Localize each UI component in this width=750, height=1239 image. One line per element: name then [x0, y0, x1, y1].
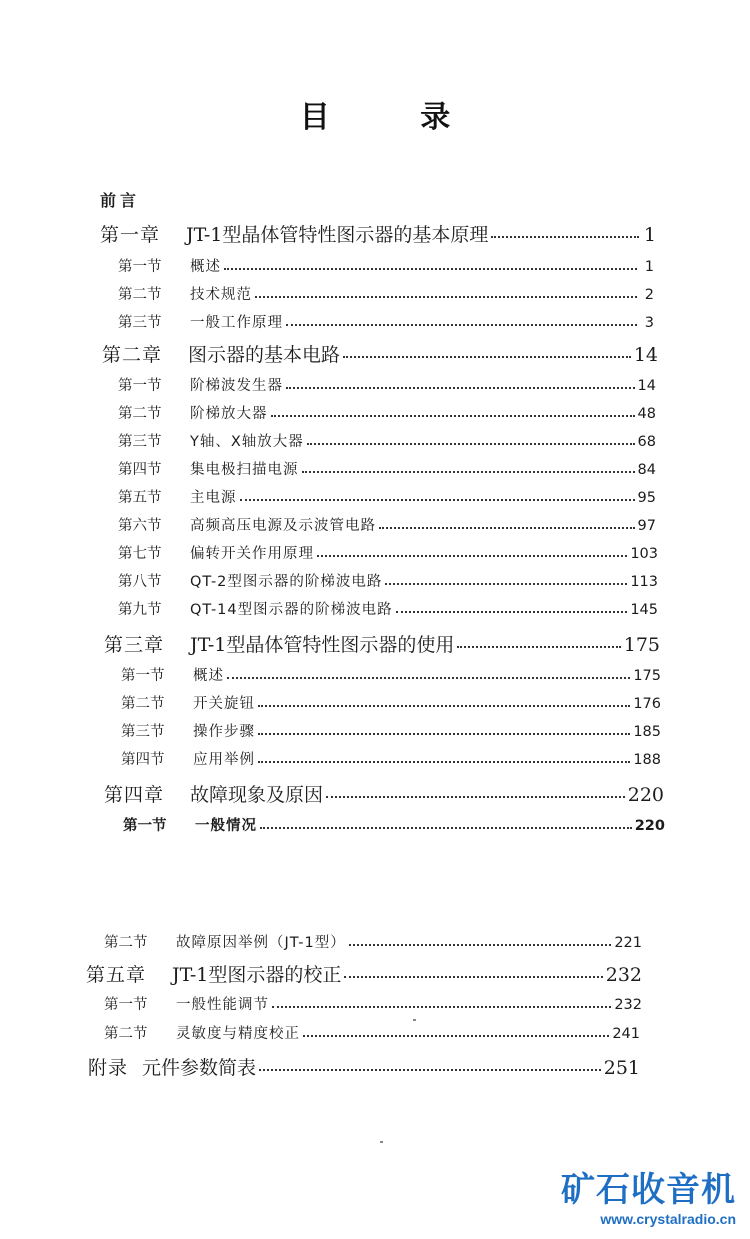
toc-label: 第四节: [118, 462, 162, 478]
leader-dots: [317, 555, 627, 557]
toc-chapter-row: [104, 780, 664, 807]
toc-title: JT-1型晶体管特性图示器的基本原理: [186, 224, 489, 246]
toc-title: 操作步骤: [193, 724, 255, 740]
toc-page: 14: [633, 344, 658, 366]
toc-title: QT-2型图示器的阶梯波电路: [190, 574, 383, 590]
toc-title: 图示器的基本电路: [188, 344, 341, 366]
toc-section-row: [118, 570, 658, 591]
toc-section-row: [118, 255, 654, 276]
toc-label: 第五节: [118, 490, 162, 506]
toc-title: 主电源: [190, 490, 237, 506]
toc-label: 第二章: [102, 344, 163, 366]
watermark-url: www.crystalradio.cn: [600, 1211, 736, 1227]
leader-dots: [303, 1035, 609, 1037]
toc-label: 第三节: [118, 315, 162, 331]
toc-page: 14: [637, 378, 656, 394]
toc-title: 偏转开关作用原理: [190, 546, 314, 562]
leader-dots: [260, 827, 632, 829]
toc-title: 技术规范: [190, 287, 252, 303]
toc-page: 1: [643, 224, 656, 246]
leader-dots: [258, 705, 630, 707]
toc-page: 220: [627, 784, 664, 806]
toc-title: 应用举例: [193, 752, 255, 768]
toc-title: 阶梯放大器: [190, 406, 268, 422]
toc-section-row: [121, 692, 661, 713]
toc-page: 241: [612, 1026, 640, 1042]
watermark: [561, 1170, 736, 1227]
toc-section-row: [118, 430, 656, 451]
toc-label: 第二节: [118, 406, 162, 422]
toc-section-row: [104, 1022, 640, 1043]
toc-page: 175: [633, 668, 661, 684]
toc-label: 第九节: [118, 602, 162, 618]
toc-page: 84: [637, 462, 656, 478]
toc-section-row: [118, 402, 656, 423]
leader-dots: [259, 1069, 601, 1071]
leader-dots: [258, 733, 630, 735]
toc-label: 第一节: [118, 378, 162, 394]
toc-section-row: [118, 458, 656, 479]
leader-dots: [457, 646, 620, 648]
leader-dots: [255, 296, 637, 298]
toc-title: 阶梯波发生器: [190, 378, 283, 394]
toc-page: 68: [637, 434, 656, 450]
toc-label: 第八节: [118, 574, 162, 590]
toc-page: 103: [630, 546, 658, 562]
toc-label: 第七节: [118, 546, 162, 562]
leader-dots: [271, 415, 635, 417]
toc-section-row: [118, 486, 656, 507]
toc-section-row: [104, 931, 642, 952]
toc-section-row: [121, 748, 661, 769]
toc-page: 175: [623, 634, 660, 656]
toc-label: 第二节: [118, 287, 162, 303]
toc-page: 185: [633, 724, 661, 740]
toc-label: 第二节: [121, 696, 165, 712]
toc-title: Y轴、X轴放大器: [190, 434, 304, 450]
toc-label: 第二节: [104, 1026, 148, 1042]
toc-chapter-row: [100, 220, 656, 247]
leader-dots: [326, 796, 625, 798]
toc-section-row: [118, 598, 658, 619]
leader-dots: [286, 387, 635, 389]
toc-title: 元件参数简表: [142, 1057, 257, 1079]
leader-dots: [302, 471, 635, 473]
toc-label: 第五章: [86, 964, 147, 986]
leader-dots: [396, 611, 628, 613]
toc-chapter-row: [86, 960, 642, 987]
toc-title: 高频高压电源及示波管电路: [190, 518, 376, 534]
toc-title: 开关旋钮: [193, 696, 255, 712]
leader-dots: [272, 1006, 611, 1008]
toc-label: 第三章: [104, 634, 165, 656]
toc-page: 176: [633, 696, 661, 712]
leader-dots: [224, 268, 637, 270]
toc-label: 附录: [88, 1057, 129, 1079]
watermark-name: 矿石收音机: [561, 1170, 736, 1210]
toc-appendix-row: [88, 1053, 640, 1080]
toc-label: 第三节: [121, 724, 165, 740]
toc-page: 3: [644, 315, 654, 331]
leader-dots: [227, 677, 630, 679]
toc-label: 第一章: [100, 224, 161, 246]
toc-title: 集电极扫描电源: [190, 462, 299, 478]
toc-label: 第一节: [121, 668, 165, 684]
toc-label: 第三节: [118, 434, 162, 450]
foreword-heading: 前言: [100, 191, 141, 210]
leader-dots: [385, 583, 627, 585]
leader-dots: [307, 443, 635, 445]
leader-dots: [240, 499, 635, 501]
toc-page: 95: [637, 490, 656, 506]
toc-chapter-row: [102, 340, 658, 367]
toc-label: 第四节: [121, 752, 165, 768]
toc-chapter-row: [104, 630, 660, 657]
leader-dots: [349, 944, 612, 946]
toc-section-row: [118, 311, 654, 332]
toc-title: 概述: [193, 668, 224, 684]
toc-title: QT-14型图示器的阶梯波电路: [190, 602, 393, 618]
leader-dots: [491, 236, 639, 238]
scan-speck: [380, 1141, 383, 1143]
toc-page: 188: [633, 752, 661, 768]
toc-title: 灵敏度与精度校正: [176, 1026, 300, 1042]
toc-page: 232: [605, 964, 642, 986]
toc-page: 113: [630, 574, 658, 590]
toc-label: 第四章: [104, 784, 165, 806]
toc-section-row: [118, 283, 654, 304]
toc-title: 一般性能调节: [176, 997, 269, 1013]
toc-page: 145: [630, 602, 658, 618]
toc-section-row: [118, 542, 658, 563]
toc-label: 第六节: [118, 518, 162, 534]
toc-title: JT-1型图示器的校正: [172, 964, 342, 986]
toc-title: 故障原因举例（JT-1型）: [176, 935, 346, 951]
toc-page: 220: [634, 818, 665, 834]
page-title: 目 录: [299, 100, 491, 135]
toc-title: 一般工作原理: [190, 315, 283, 331]
leader-dots: [286, 324, 637, 326]
leader-dots: [344, 976, 602, 978]
toc-page: 1: [644, 259, 654, 275]
toc-title: 故障现象及原因: [190, 784, 324, 806]
toc-label: 第一节: [104, 997, 148, 1013]
toc-label: 第二节: [104, 935, 148, 951]
leader-dots: [258, 761, 630, 763]
toc-section-row: [118, 374, 656, 395]
toc-page: 221: [614, 935, 642, 951]
toc-label: 第一节: [123, 818, 167, 834]
toc-title: 概述: [190, 259, 221, 275]
toc-section-row: [104, 993, 642, 1014]
leader-dots: [343, 356, 631, 358]
toc-page: 48: [637, 406, 656, 422]
toc-title: JT-1型晶体管特性图示器的使用: [190, 634, 455, 656]
toc-section-row: [121, 720, 661, 741]
toc-section-row: [121, 664, 661, 685]
toc-page: 97: [637, 518, 656, 534]
toc-label: 第一节: [118, 259, 162, 275]
toc-page: 2: [644, 287, 654, 303]
toc-page: 251: [603, 1057, 640, 1079]
toc-section-row: [123, 814, 665, 835]
scan-speck: [413, 1019, 416, 1021]
toc-page: 232: [614, 997, 642, 1013]
toc-section-row: [118, 514, 656, 535]
toc-title: 一般情况: [195, 818, 257, 834]
leader-dots: [379, 527, 635, 529]
